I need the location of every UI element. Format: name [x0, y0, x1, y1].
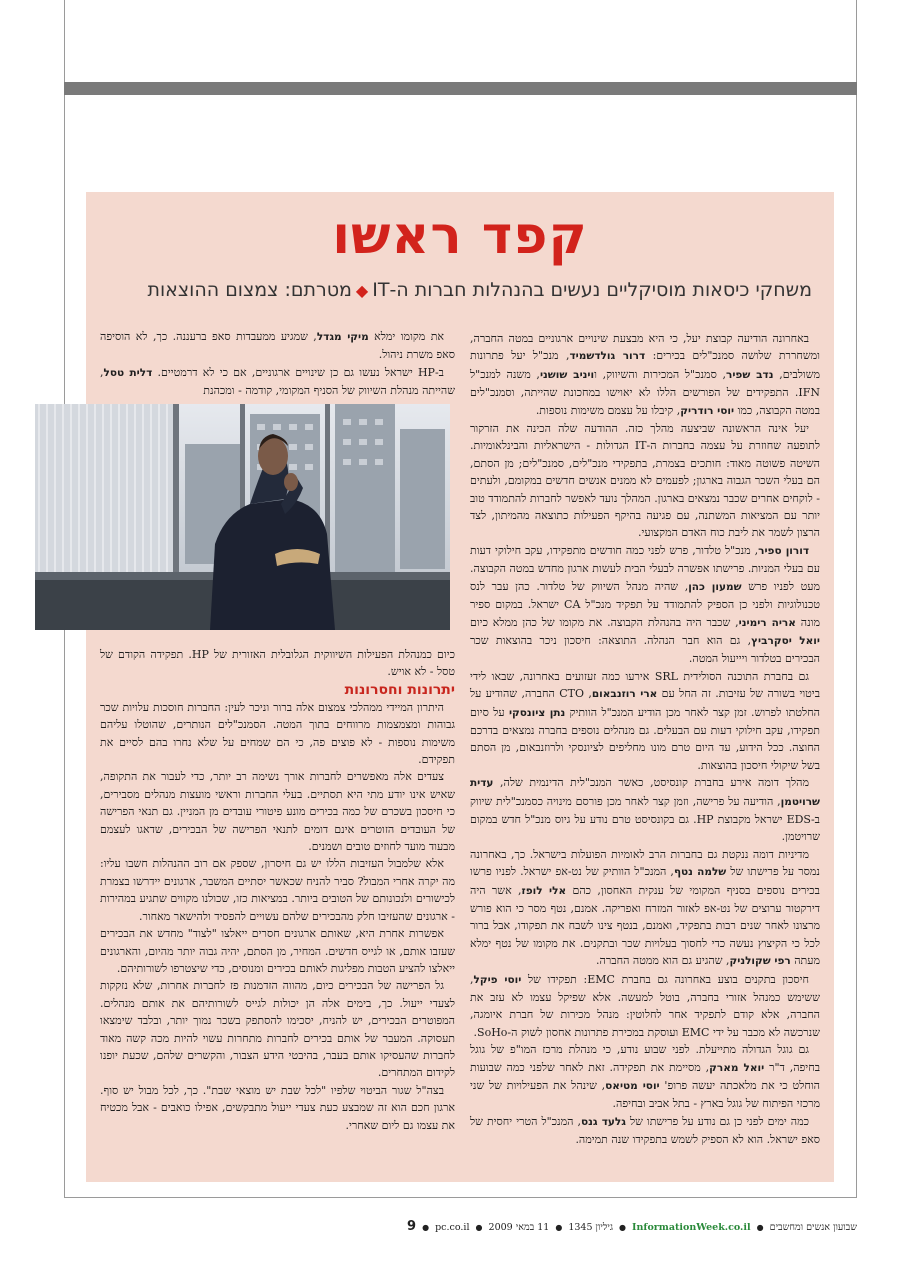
paragraph	[470, 774, 820, 846]
person-name: נתן ציונסקי	[508, 706, 566, 719]
paragraph-text: כיום כמנהלת הפעילות השיווקית הגלובלית האזורית של HP. תפקידה הקודם של טסל - לא אויש.	[100, 648, 455, 679]
paragraph-text: , שהגיע גם הוא ממטה החברה.	[596, 954, 730, 968]
subtitle-main: משחקי כיסאות מוסיקליים נעשים בהנהלות חברות ה-IT	[372, 279, 812, 301]
paragraph-text: , CTO החברה, שהודיע על החלטתו לפרוש. זמן קצר לאחר מכן הודיע המנכ"ל הוותיק	[470, 687, 820, 719]
paragraph-text: היתרון המיידי ממהלכי צמצום אלה ברור וניכר לעין: החברות חוסכות עלויות שכר גבוהות ומצמצמות מרווחים בתוך המטה. הסמנכ"לים הנותרים, שהוטלו עליהם משימות נוספות - לא פוצים פה, כי הם שמחים על שלא נחרו בהם לסיים את תפקידם.	[100, 700, 455, 767]
paragraph	[100, 364, 455, 400]
paragraph-text: , קיבלו על עצמם משימות נוספות.	[535, 403, 681, 417]
paragraph	[470, 330, 820, 420]
paragraph-text: חיסכון בתקנים בוצע באחרונה גם בחברת EMC: תפקידו של	[521, 972, 809, 986]
paragraph-text: , סמנכ"ל המכירות והשיווק, ו	[594, 367, 727, 381]
businessman-window-photo	[35, 404, 450, 630]
paragraph-text: יעל אינה הראשונה שביצעה מהלך כזה. ההודעה שלה הכינה את הזרקור לתופעה שחוזרת על עצמה בחברות ה-IT הגדולות - הישראליות והבינלאומיות. השיטה פשוטה מאוד: חותכים בצמרת, בתפקידי מנכ"לים, סמנכ"לים; מן הסתם, הם בעלי השכר הגבוה בארגון; לפעמים לא ממנים אנשים חדשים במקומם, ולעתים - לוקחים אחרים שכבר נמצאים בארגון. המהלך נועד לאפשר לחברות להתמודד טוב יותר עם המציאות המשתנה, עם פגיעה בהיקף הפעילות כתוצאה מהמיתון, לצד הרצון לשמר את ליבת כוח האדם המקצועי.	[470, 422, 820, 540]
diamond-icon: ◆	[355, 281, 369, 300]
footer-date: 11 במאי 2009	[488, 1222, 550, 1233]
person-name: עדית שרויטמן	[470, 777, 820, 808]
footer-site[interactable]: pc.co.il	[435, 1222, 470, 1233]
paragraph-text: על סיום תפקידו, עקב חילוקי דעות עם הבעלים. גם מנהלים נוספים בחברה נמצאים בדרכם החוצה. ככל הידוע, עד היום טרם מונו מחליפים לציונסקי ולרוזנבאום, מן הסתם בשל שיקולי חיסכון בהוצאות.	[470, 705, 820, 772]
paragraph-text: , שהייתה מנהלת השיווק של הסניף המקומי, קודמה - ומכהנת	[100, 365, 455, 398]
paragraph-text: אפשרות אחרת היא, שאותם ארגונים חסרים ייאלצו "לצוד" מחדש את הבכירים שעזבו אותם, או לגייס חדשים. המחיר, מן הסתם, יהיה גבוה יותר מהיום, והארגונים ייאלצו להציע הטבות מפליגות לאותם בכירים ומנוסים, כדי שיצטרפו לשורותיהם.	[100, 927, 455, 975]
person-name: דלית טסל	[103, 366, 153, 379]
paragraph	[470, 1113, 820, 1149]
person-name: ארי רוזנבאום	[591, 688, 658, 701]
page-footer	[64, 1216, 857, 1236]
page-frame-bottom	[64, 1197, 857, 1198]
paragraph	[100, 768, 455, 855]
paragraph-text: , אשר היה דירקטור ערוצים של נט-אפ לאזור המזרח ואפריקה. אמנם, נטף מסר כי הוא פורש מרצונו לאחר שנים רבות בתפקיד, ואמנם, בנטף צינו לשבח את תפקודו, אבל ברור לכל כי הקיצוץ נעשה כדי לחסוך בעלויות שכר ובתקנים. את מקומו של נטף ימלא מעתה	[470, 883, 820, 968]
person-name: נדב שפיר	[726, 368, 774, 381]
paragraph-text: כמה ימים לפני כן גם נודע על פרישתו של	[625, 1114, 809, 1128]
paragraph-text: , משנה למנכ"ל IFN. התפקידים של הפורשים הללו לא יאוישו במחכונת שהייתה, וסמנכ"לים במטה הקבוצה, כמו	[470, 367, 820, 417]
person-name: שמעון כהן	[688, 580, 742, 593]
person-name: גלעד גנס	[580, 1115, 626, 1128]
paragraph-text: ב-HP ישראל נעשו גם כן שינויים ארגוניים, אם כי לא דרמטיים.	[152, 365, 444, 379]
person-name: אריה רימיני	[738, 616, 796, 629]
paragraph-text: , מנכ"ל טלדור, פרש לפני כמה חודשים מתפקידו, עקב חילוקי דעות עם בעלי המניות. פרישתו אפשרה לבעלי הבית לעשות ארגון מחדש במטה הקבוצה. מעט לפניו פרש	[470, 543, 821, 593]
paragraph	[100, 925, 455, 977]
paragraph	[100, 977, 455, 1081]
paragraph-text: , מנכ"ל יעל פתרונות משולבים,	[470, 349, 821, 381]
paragraph-text: , המנכ"ל הוותיק של נט-אפ ישראל. לפניו פרשו בכירים נוספים בסניף המקומי של ענקית האחסון, כהם	[470, 865, 820, 897]
footer-issue: גיליון 1345	[568, 1222, 613, 1233]
paragraph	[470, 668, 820, 774]
paragraph	[470, 542, 820, 668]
paragraph-text: , שהיה מנהל השיווק של טלדור. כהן עבר לנס טכנולוגיות ולפני כן הספיק להתמודד על תפקיד מנכ"ל CA ישראל. במקום ספיר מונה	[470, 579, 820, 629]
paragraph-text: , שינהל את הפעילויות של שני מרכזי הפיתוח של גוגל בארץ - בתל אביב ובחיפה.	[470, 1079, 820, 1111]
paragraph	[100, 699, 455, 769]
paragraph-text: , ששימש כמנהל אזורי בחברה, בוטל למעשה. אלא שפיקל עצמו לא עזב את החברה, אלא קודם לתפקיד אחר לחלוטין: מנהל מכירות של חברת איומגה, שנרכשה לא מכבר על ידי EMC ועוסקת במכירת פתרונות אחסון לשוק ה-SoHo.	[470, 972, 820, 1039]
paragraph	[470, 420, 820, 542]
paragraph-text: , הודיעה על פרישה, וזמן קצר לאחר מכן פורסם מינויה כסמנכ"לית שיווק ב-EDS ישראל מקבוצת HP. גם בקונסיסט טרם נודע על גיוס מנכ"ל חדש במקום שרויטמן.	[470, 794, 820, 844]
subtitle-credit: מטרתם: צמצום ההוצאות	[147, 279, 352, 301]
person-name: יוסי רודריק	[680, 404, 735, 417]
paragraph-text: מדיניות דומה ננקטת גם בחברות הרב לאומיות הפועלות בישראל. כך, באחרונה נמסר על פרישתו של	[470, 847, 820, 879]
person-name: יוסי מטיאס	[605, 1080, 660, 1093]
paragraph-text: , מסיימת את תפקידה. זאת לאחר שלפני כמה שבועות הוחלט כי את מלאכתה יעשה פרופ'	[470, 1060, 820, 1093]
footer-bullet-icon: ●	[756, 1223, 764, 1232]
paragraph	[470, 846, 820, 971]
paragraph-text: באחרונה הודיעה קבוצת יעל, כי היא מבצעת שינויים ארגוניים במטה החברה, ומשחררת שלושה סמנכ"לים בכירים:	[470, 332, 820, 363]
paragraph	[100, 328, 455, 364]
person-name: יואל מארק	[709, 1061, 765, 1074]
article-headline: קפד ראשו	[332, 206, 588, 266]
paragraph-text: , המנכ"ל הטרי יחסית של סאפ ישראל. הוא לא הספיק לשמש בתפקידו שנה תמימה.	[470, 1114, 820, 1147]
top-header-bar	[64, 82, 857, 95]
footer-bullet-icon: ●	[555, 1223, 563, 1232]
person-name: יואל יסקרביץ	[751, 634, 820, 647]
paragraph-text: מהלך דומה אירע בחברת קונסיסט, כאשר המנכ"לית הדינמית שלה,	[493, 776, 809, 790]
paragraph-text: , שמגיע ממעבדות סאפ ברעננה. כך, לא הוסיפה סאפ משרת ניהול.	[100, 330, 455, 362]
footer-bullet-icon: ●	[422, 1223, 430, 1232]
paragraph	[100, 855, 455, 925]
paragraph-text: את מקומו ימלא	[368, 330, 445, 343]
footer-website[interactable]: InformationWeek.co.il	[632, 1222, 751, 1233]
right-column	[470, 330, 820, 1149]
footer-bullet-icon: ●	[618, 1223, 626, 1232]
person-name: יוסי פיקל	[473, 973, 522, 986]
article-subtitle	[96, 276, 812, 305]
person-name: מיקי מגדל	[316, 331, 369, 343]
person-name: דרור גולדשמיד	[569, 350, 646, 363]
paragraph-text: גם בחברת התוכנה הסולידית SRL אירעו כמה זעזועים באחרונה, שבאו לידי ביטוי בשורה של עזיבות. זה החל עם	[470, 669, 820, 701]
page-frame-right	[856, 0, 857, 1198]
person-name: ויניב שושני	[539, 368, 595, 381]
left-column-top	[100, 328, 455, 400]
paragraph	[100, 1082, 455, 1134]
page-number: 9	[407, 1219, 417, 1234]
footer-publication: שבועון אנשים ומחשבים	[769, 1222, 857, 1233]
left-column-bottom	[100, 646, 455, 1134]
paragraph-text: , גם הוא חבר הנהלה. התוצאה: חיסכון ניכר בהוצאות שכר הבכירים בטלדור ויייעול המטה.	[470, 633, 820, 666]
paragraph-text: בצה"ל שגור הביטוי שלפיו "לכל שבת יש מוצאי שבת". כך, לכל מבול יש סוף. ארגון חכם הוא זה שמבצע כעת צעדי ייעול מתבקשים, אפילו כואבים - אבל מכטיח את עצמו גם ליום שאחרי.	[100, 1083, 455, 1132]
paragraph-text: , שכבר היה בהנהלת הקבוצה. את מקומו של כהן ממלא כיום	[470, 615, 739, 629]
footer-bullet-icon: ●	[475, 1223, 483, 1232]
person-name: רפי שקולניק	[729, 955, 791, 968]
person-name: אלי לופז	[521, 884, 567, 897]
paragraph-text: אלא שלמבול העזיבות הללו יש גם חיסרון, שספק אם רוב ההנהלות חשבו עליו: מה יקרה אחרי המבול? סביר להניח שכאשר יסתיים המשבר, ארגונים יידרשו בצמרת לכישורים ולנכונותם של הטובים ביותר. במציאות כזו, שכולנו מקווים שתגיע במהירות - ארגונים שהעזיבו חלק מהבכירים שלהם עשויים להפסיד ולהישאר מאחור.	[100, 857, 455, 923]
paragraph-text: צעדים אלה מאפשרים לחברות אורך נשימה רב יותר, כדי לעבור את התקופה, שאיש אינו יודע מתי היא תסתיים. בעלי החברות וראשי מועצות מנהלים מסבירים, כי חיסכון בשכרם של כמה בכירים מונע פיטורי עובדים מן המניין. גם תנאי הפרישה של העובדים הזוטרים אינם דומים לתנאי הפרישה של הבכירים, שדאגו לעצמם מבעוד מועד לחוזים טובים ושמנים.	[100, 770, 455, 854]
paragraph-text: גם גוגל הגדולה מתייעלת. לפני שבוע נודע, כי מנהלת מרכז המו"פ של גוגל בחיפה, ד"ר	[470, 1043, 821, 1074]
person-name: דורון ספיר	[758, 544, 809, 557]
paragraph	[470, 971, 820, 1042]
paragraph-text: גל הפרישה של הבכירים כיום, מהווה הזדמנות פז לחברות אחרות, שלא נזקקות לצעדי ייעול. כך, בימים אלה הן יכולות לגייס לשורותיהם את אותם מנהלים. המפוטרים הבכירים, יש להניח, יסכימו להסתפק בשכר נמוך יותר, ובלבד שימצאו תעסוקה. המעבר של אותם בכירים לחברות מתחרות עשוי להיות מכה קשה מאוד לחברות שהעסיקו אותם בעבר, בהיבטי הידע הצבור, והקשרים שלהם, שכעת יופנו לקידום המתחרים.	[100, 979, 455, 1080]
person-name: שלמה נטף	[673, 866, 727, 879]
paragraph	[470, 1041, 820, 1113]
section-heading: יתרונות וחסרונות	[344, 681, 455, 698]
paragraph	[100, 646, 455, 681]
